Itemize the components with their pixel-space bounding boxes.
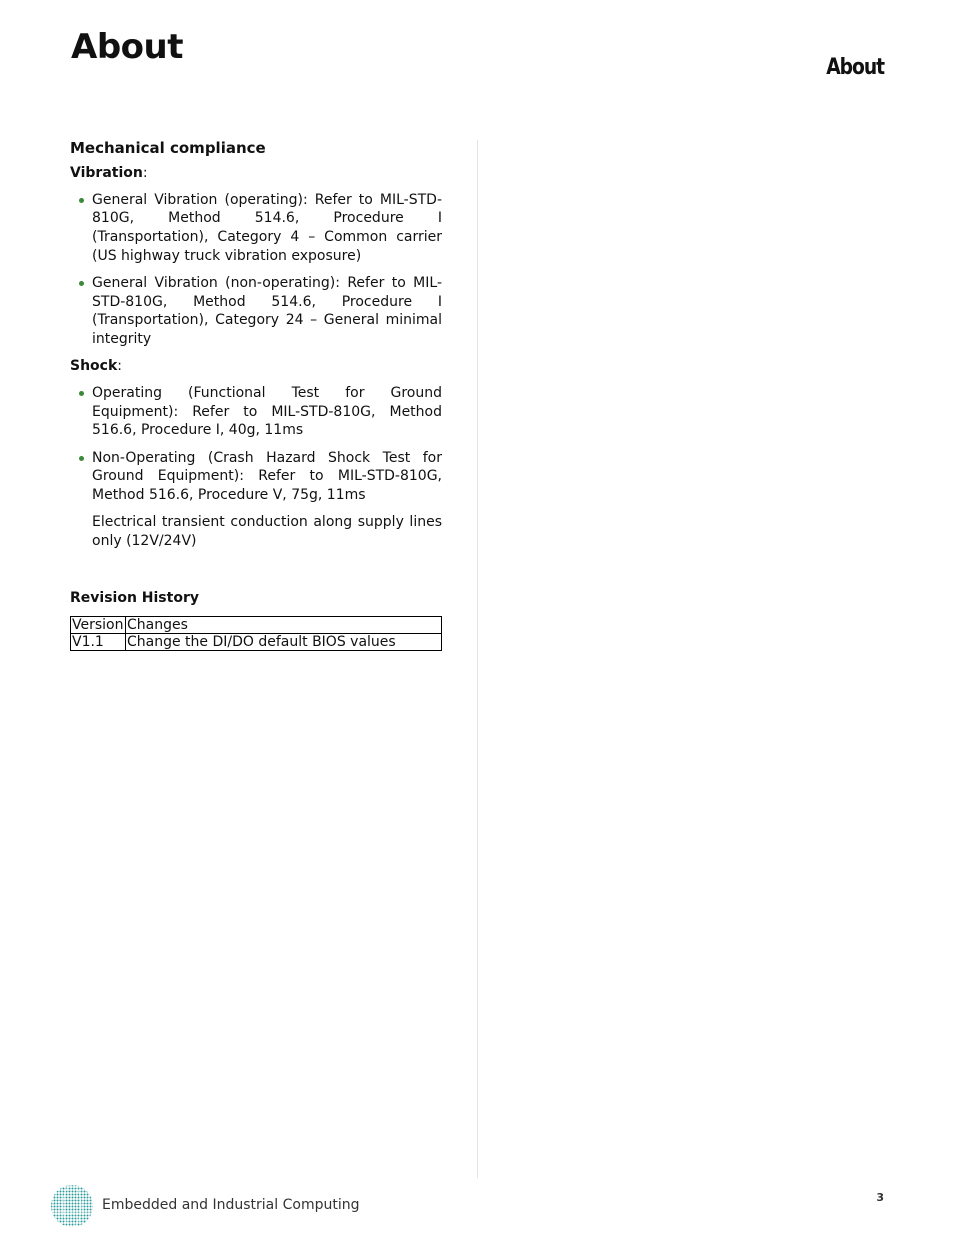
page-title: About bbox=[71, 27, 183, 67]
shock-list bbox=[70, 384, 442, 505]
list-item bbox=[70, 191, 442, 266]
vibration-list bbox=[70, 191, 442, 349]
list-item-text: General Vibration (non-operating): Refer to MIL-STD-810G, Method 514.6, Procedure I (Transportation), Category 24 – General minimal integrity bbox=[92, 275, 442, 348]
vibration-label: Vibration bbox=[70, 165, 143, 181]
left-column bbox=[70, 138, 442, 651]
revision-history-heading: Revision History bbox=[70, 589, 199, 606]
bullet-icon bbox=[79, 281, 84, 286]
list-item bbox=[70, 384, 442, 440]
vibration-colon: : bbox=[142, 165, 148, 181]
shock-label: Shock bbox=[70, 358, 118, 375]
page-number: 3 bbox=[876, 1191, 884, 1204]
table-cell-version: V1.1 bbox=[71, 633, 126, 650]
bullet-icon bbox=[79, 391, 84, 396]
vibration-subhead bbox=[70, 164, 442, 183]
revision-table bbox=[70, 616, 442, 651]
list-item bbox=[70, 274, 442, 349]
running-header: About bbox=[826, 55, 884, 80]
section-heading: Mechanical compliance bbox=[70, 139, 266, 157]
table-header-row bbox=[71, 616, 442, 633]
table-row bbox=[71, 633, 442, 650]
list-item-text: Operating (Functional Test for Ground Equipment): Refer to MIL-STD-810G, Method 516.6, Procedure I, 40g, 11ms bbox=[92, 385, 442, 439]
dotted-globe-logo-icon bbox=[50, 1184, 94, 1228]
transient-note: Electrical transient conduction along supply lines only (12V/24V) bbox=[92, 514, 442, 549]
list-item-text: General Vibration (operating): Refer to MIL-STD-810G, Method 514.6, Procedure I (Transportation), Category 4 – Common carrier (US highway truck vibration exposure) bbox=[92, 191, 442, 264]
bullet-icon bbox=[79, 198, 84, 203]
bullet-icon bbox=[79, 456, 84, 461]
table-header-changes: Changes bbox=[126, 616, 442, 633]
table-header-version: Version bbox=[71, 616, 126, 633]
list-item bbox=[70, 449, 442, 505]
table-cell-changes: Change the DI/DO default BIOS values bbox=[126, 633, 442, 650]
column-divider bbox=[477, 140, 478, 1178]
shock-colon: : bbox=[117, 358, 122, 375]
list-item-text: Non-Operating (Crash Hazard Shock Test for Ground Equipment): Refer to MIL-STD-810G, Method 516.6, Procedure V, 75g, 11ms bbox=[92, 449, 442, 504]
shock-subhead bbox=[70, 357, 442, 376]
footer-text: Embedded and Industrial Computing bbox=[102, 1197, 360, 1213]
